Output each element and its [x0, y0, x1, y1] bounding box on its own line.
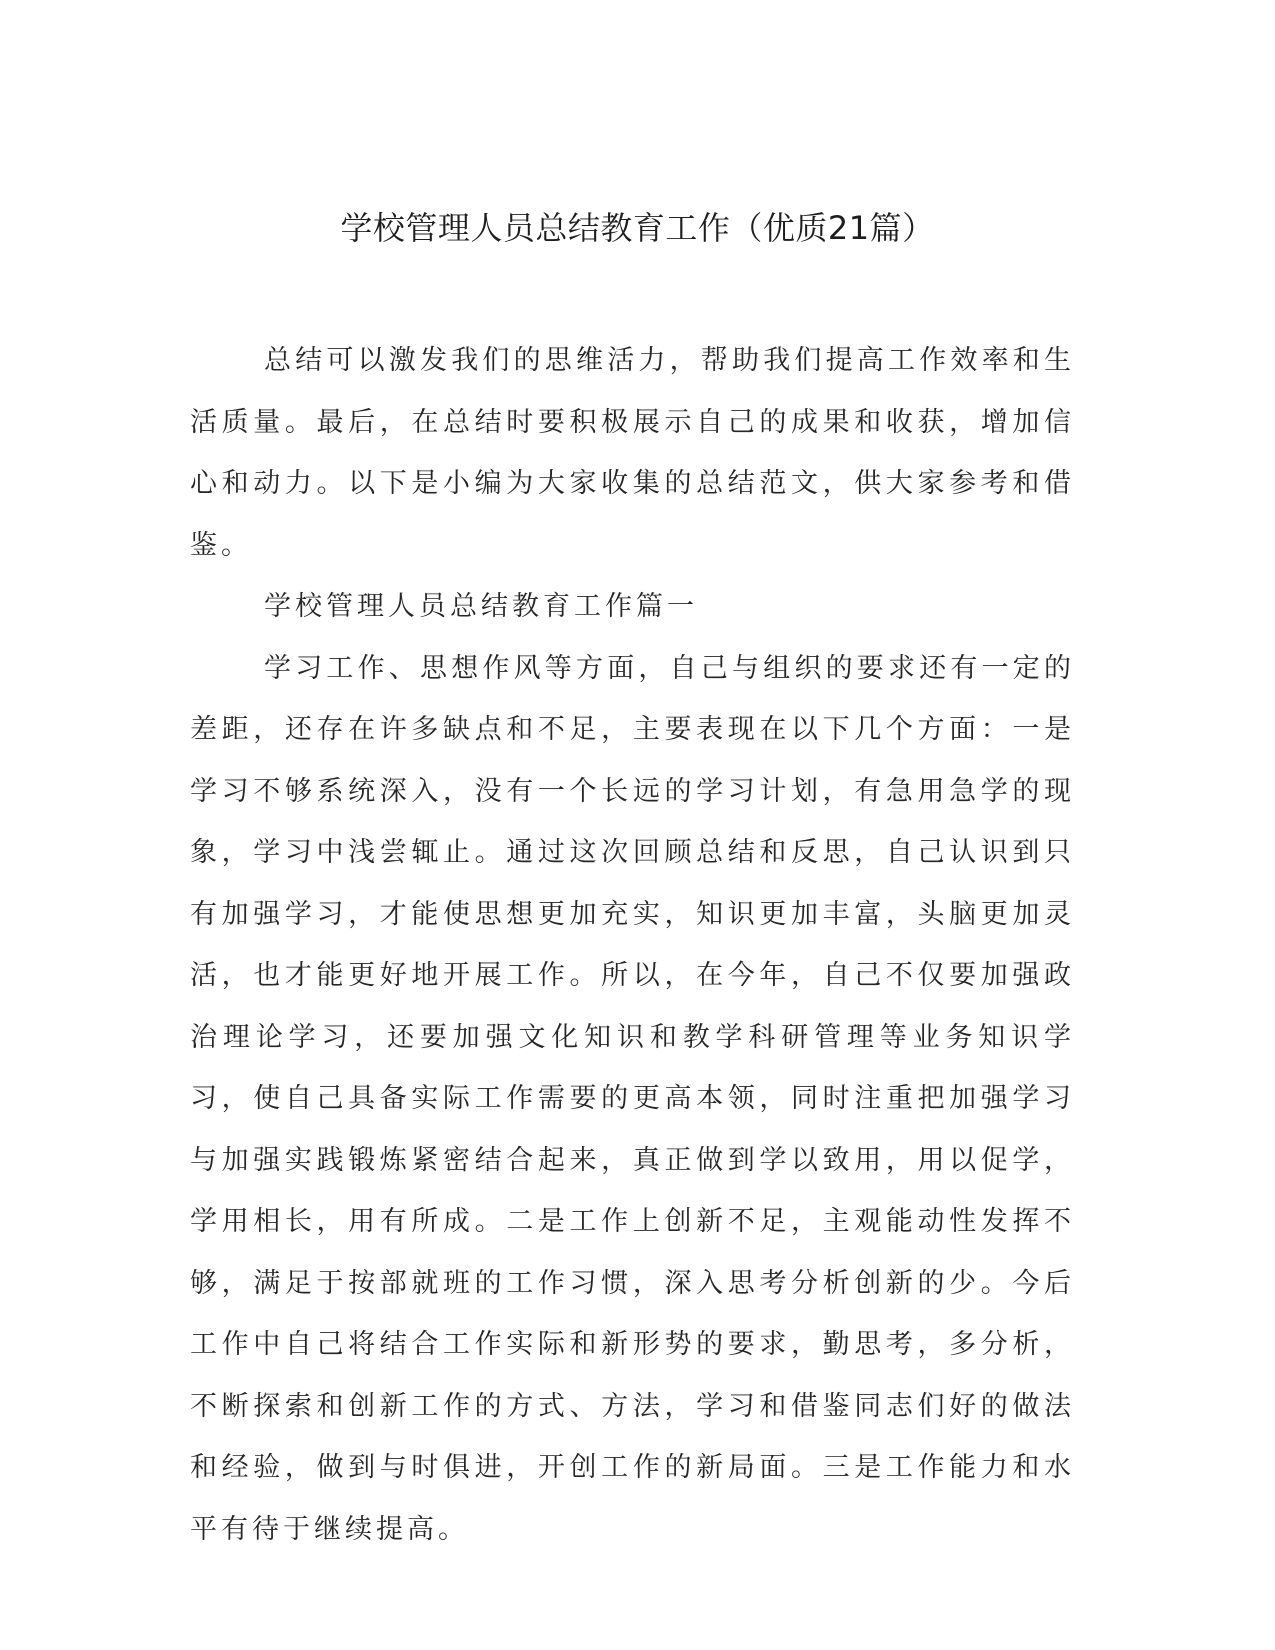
body-paragraph: 学习工作、思想作风等方面，自己与组织的要求还有一定的差距，还存在许多缺点和不足，主要表现在以下几个方面：一是学习不够系统深入，没有一个长远的学习计划，有急用急学的现象，学习中浅尝辄止。通过这次回顾总结和反思，自己认识到只有加强学习，才能使思想更加充实，知识更加丰富，头脑更加灵活，也才能更好地开展工作。所以，在今年，自己不仅要加强政治理论学习，还要加强文化知识和教学科研管理等业务知识学习，使自己具备实际工作需要的更高本领，同时注重把加强学习与加强实践锻炼紧密结合起来，真正做到学以致用，用以促学，学用相长，用有所成。二是工作上创新不足，主观能动性发挥不够，满足于按部就班的工作习惯，深入思考分析创新的少。今后工作中自己将结合工作实际和新形势的要求，勤思考，多分析，不断探索和创新工作的方式、方法，学习和借鉴同志们好的做法和经验，做到与时俱进，开创工作的新局面。三是工作能力和水平有待于继续提高。 [190, 652, 1075, 1545]
section-heading: 学校管理人员总结教育工作篇一 [264, 591, 698, 622]
document-title: 学校管理人员总结教育工作（优质21篇） [340, 209, 935, 247]
document-body [190, 330, 1075, 1560]
intro-paragraph: 总结可以激发我们的思维活力，帮助我们提高工作效率和生活质量。最后，在总结时要积极展示自己的成果和收获，增加信心和动力。以下是小编为大家收集的总结范文，供大家参考和借鉴。 [190, 345, 1075, 561]
